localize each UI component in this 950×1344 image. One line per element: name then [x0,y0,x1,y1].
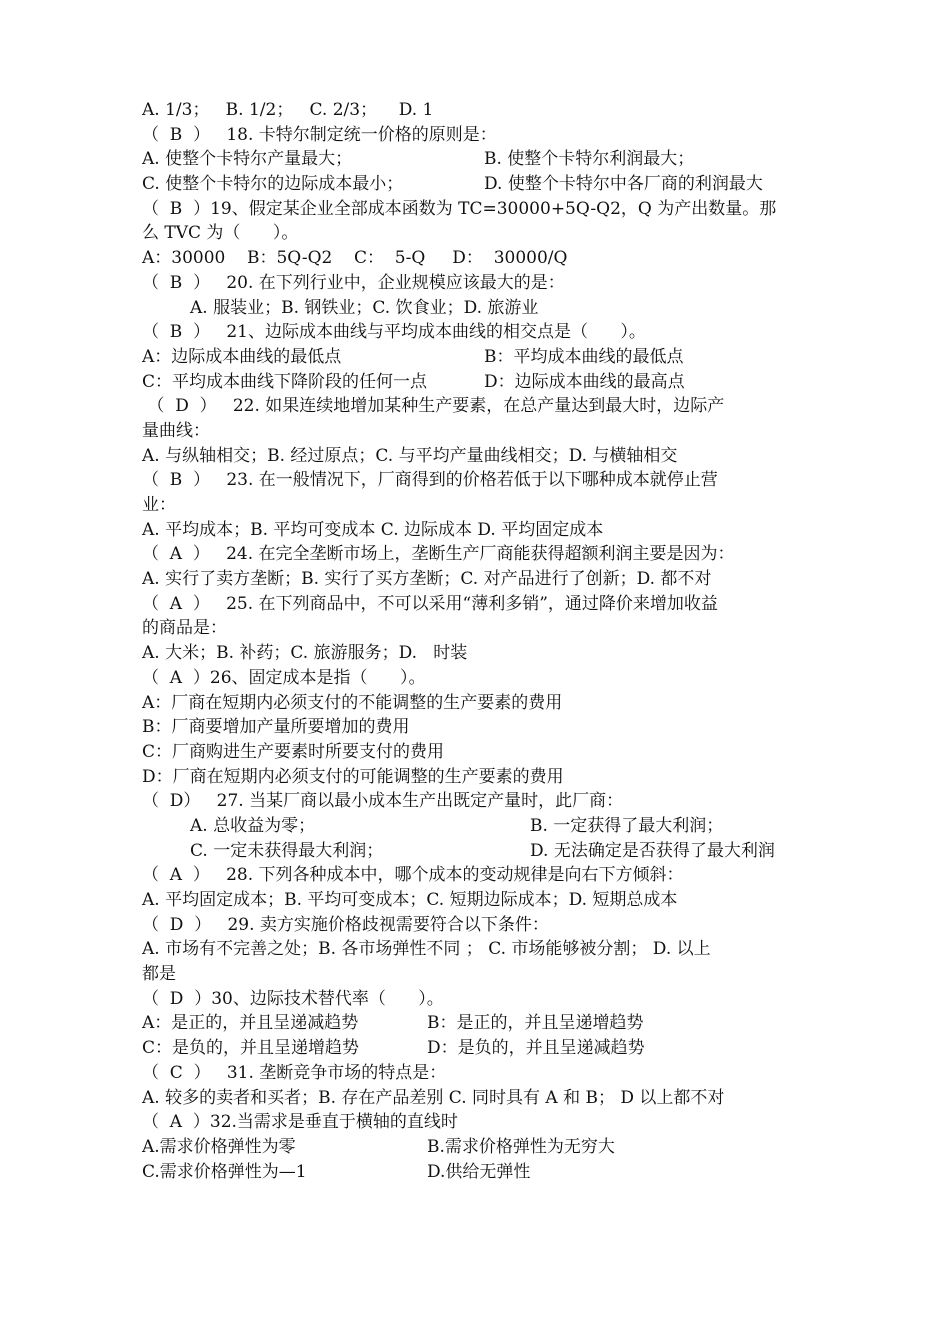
options-line: A. 大米；B. 补药；C. 旅游服务；D. 时装 [142,643,468,664]
question-22: （ D ） 22. 如果连续地增加某种生产要素，在总产量达到最大时，边际产 [142,396,725,417]
question-25-cont: 的商品是： [142,618,227,639]
option-a: A：边际成本曲线的最低点 [142,346,342,367]
options-line: A. 实行了卖方垄断；B. 实行了买方垄断；C. 对产品进行了创新；D. 都不对 [142,569,712,590]
options-line [142,370,822,395]
options-line [142,1036,822,1061]
option-a: A：是正的，并且呈递减趋势 [142,1013,359,1034]
options-line [142,814,822,839]
question-23-cont: 业： [142,495,176,515]
option-b: B：厂商要增加产量所要增加的费用 [142,717,410,738]
option-d: D. 无法确定是否获得了最大利润 [530,840,775,861]
option-a: A. 使整个卡特尔产量最大； [142,149,353,170]
question-23: （ B ） 23. 在一般情况下，厂商得到的价格若低于以下哪种成本就停止营 [142,470,718,491]
options-line: A. 1/3； B. 1/2； C. 2/3； D. 1 [142,100,434,120]
option-b: B：是正的，并且呈递增趋势 [427,1013,644,1034]
options-line [142,345,822,370]
option-d: D. 使整个卡特尔中各厂商的利润最大 [484,174,763,195]
option-d: D：边际成本曲线的最高点 [484,371,685,392]
question-29: （ D ） 29. 卖方实施价格歧视需要符合以下条件： [142,914,549,935]
question-27: （ D） 27. 当某厂商以最小成本生产出既定产量时，此厂商： [142,791,624,812]
option-a: A.需求价格弹性为零 [142,1136,296,1157]
option-c: C. 使整个卡特尔的边际成本最小； [142,174,404,195]
question-24: （ A ） 24. 在完全垄断市场上，垄断生产厂商能获得超额利润主要是因为： [142,544,735,565]
option-c: C：平均成本曲线下降阶段的任何一点 [142,371,428,392]
question-32: （ A ）32.当需求是垂直于横轴的直线时 [142,1112,458,1133]
question-22-cont: 量曲线： [142,420,210,441]
options-line: A. 市场有不完善之处；B. 各市场弹性不同 ； C. 市场能够被分割； D. 以上 [142,939,711,960]
option-d: D：厂商在短期内必须支付的可能调整的生产要素的费用 [142,766,564,787]
option-a: A. 总收益为零； [190,815,316,836]
options-line [142,839,822,864]
options-line [142,1160,822,1185]
question-31: （ C ） 31. 垄断竞争市场的特点是： [142,1062,447,1083]
option-d: D：是负的，并且呈递减趋势 [427,1038,645,1059]
option-b: B.需求价格弹性为无穷大 [427,1136,615,1157]
options-line: A. 较多的卖者和买者；B. 存在产品差别 C. 同时具有 A 和 B； D 以上都不对 [142,1087,725,1108]
options-line [142,147,822,172]
question-26: （ A ）26、固定成本是指（ ）。 [142,667,426,688]
options-line-cont: 都是 [142,964,176,985]
options-line: A. 与纵轴相交；B. 经过原点；C. 与平均产量曲线相交；D. 与横轴相交 [142,445,678,466]
option-b: B. 使整个卡特尔利润最大； [484,149,695,170]
question-19: （ B ）19、假定某企业全部成本函数为 TC=30000+5Q-Q2，Q 为产出数量。那 [142,198,777,219]
question-21: （ B ） 21、边际成本曲线与平均成本曲线的相交点是（ ）。 [142,322,646,343]
options-line: A. 平均成本；B. 平均可变成本 C. 边际成本 D. 平均固定成本 [142,519,604,540]
question-list [142,98,822,1184]
option-c: C：厂商购进生产要素时所要支付的费用 [142,741,445,762]
options-line [142,1011,822,1036]
options-line: A. 服装业；B. 钢铁业；C. 饮食业；D. 旅游业 [190,297,539,318]
question-25: （ A ） 25. 在下列商品中，不可以采用“薄利多销”，通过降价来增加收益 [142,593,718,614]
option-c: C.需求价格弹性为—1 [142,1161,307,1182]
option-a: A：厂商在短期内必须支付的不能调整的生产要素的费用 [142,692,563,713]
option-b: B. 一定获得了最大利润； [530,815,724,836]
option-d: D.供给无弹性 [427,1161,531,1182]
option-c: C：是负的，并且呈递增趋势 [142,1038,360,1059]
question-18: （ B ） 18. 卡特尔制定统一价格的原则是： [142,124,497,145]
options-line [142,1135,822,1160]
options-line: A：30000 B：5Q-Q2 C： 5-Q D： 30000/Q [142,248,568,269]
option-c: C. 一定未获得最大利润； [190,840,384,861]
question-19-cont: 么 TVC 为（ ）。 [142,223,299,244]
options-line [142,172,822,197]
option-b: B：平均成本曲线的最低点 [484,346,684,367]
question-20: （ B ） 20. 在下列行业中，企业规模应该最大的是： [142,272,565,293]
question-30: （ D ）30、边际技术替代率（ ）。 [142,988,444,1009]
options-line: A. 平均固定成本；B. 平均可变成本；C. 短期边际成本；D. 短期总成本 [142,890,678,910]
question-28: （ A ） 28. 下列各种成本中，哪个成本的变动规律是向右下方倾斜： [142,865,684,886]
